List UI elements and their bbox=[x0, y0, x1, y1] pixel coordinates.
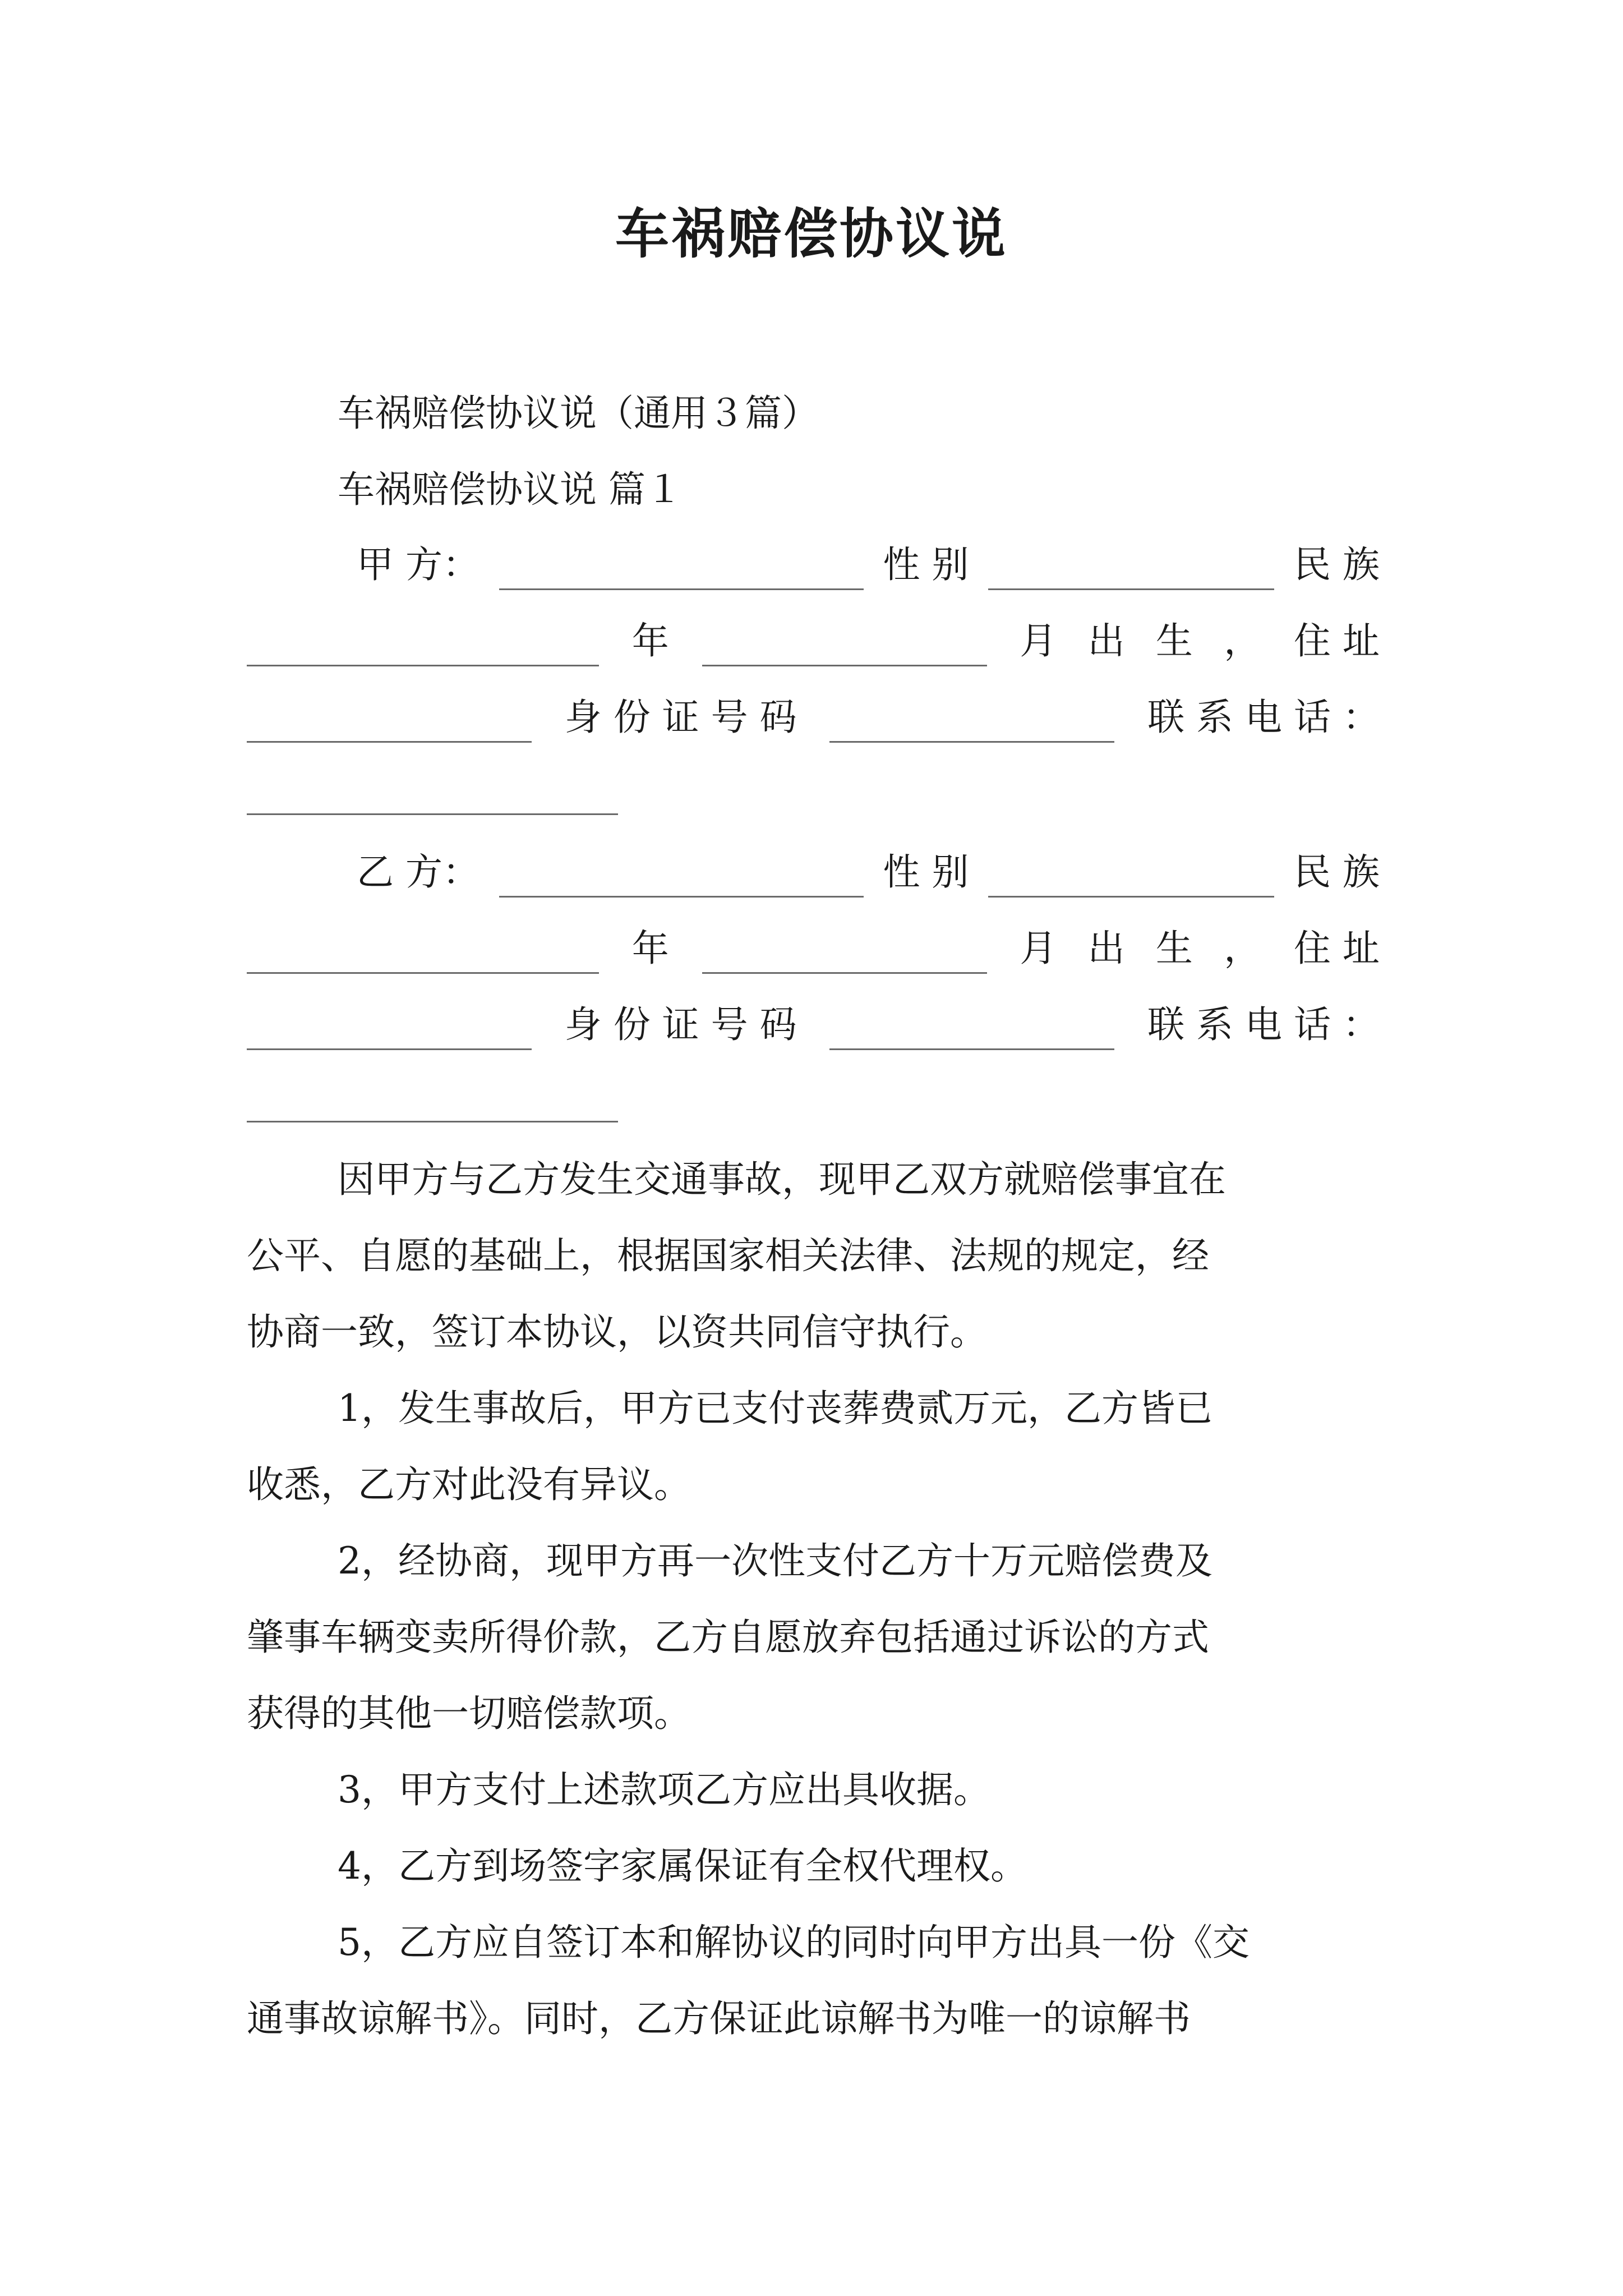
clause-5-line-1: 5，乙方应自签订本和解协议的同时向甲方出具一份《交 bbox=[338, 1921, 1249, 1964]
party-a-row-1 bbox=[357, 540, 1380, 590]
party-b-year-field[interactable] bbox=[702, 923, 987, 974]
party-b-id-field[interactable] bbox=[829, 1000, 1114, 1050]
party-b-address-field[interactable] bbox=[247, 1000, 532, 1050]
party-a-id-label: 身 份 证 号 码 bbox=[564, 696, 797, 739]
party-b-id-label: 身 份 证 号 码 bbox=[564, 1003, 797, 1046]
party-a-name-label: 甲 方： bbox=[357, 543, 479, 586]
party-b-ethnicity-label: 民 族 bbox=[1293, 850, 1380, 894]
party-b-phone-label: 联 系 电 话 ： bbox=[1147, 1003, 1380, 1046]
party-b-ethnicity-field[interactable] bbox=[247, 923, 599, 974]
clause-2-line-3: 获得的其他一切赔偿款项。 bbox=[247, 1692, 691, 1735]
party-b-row-3 bbox=[247, 1000, 1380, 1050]
party-a-address-field[interactable] bbox=[247, 692, 532, 743]
document-subtitle: 车祸赔偿协议说（通用３篇） bbox=[338, 392, 819, 435]
document-title: 车祸赔偿协议说 bbox=[615, 202, 1008, 265]
party-b-row-2 bbox=[247, 923, 1380, 974]
party-a-phone-field[interactable] bbox=[247, 813, 618, 815]
party-a-gender-label: 性 别 bbox=[883, 543, 969, 586]
party-a-year-label: 年 bbox=[631, 619, 669, 662]
party-b-gender-label: 性 别 bbox=[883, 850, 969, 894]
party-a-name-field[interactable] bbox=[499, 540, 864, 590]
intro-line-2: 公平、自愿的基础上，根据国家相关法律、法规的规定，经 bbox=[247, 1234, 1209, 1277]
party-a-id-field[interactable] bbox=[829, 692, 1114, 743]
party-b-address-label: 住 址 bbox=[1294, 927, 1380, 970]
party-a-birth-label: 月 出 生 ， bbox=[1020, 619, 1261, 662]
intro-line-3: 协商一致，签订本协议，以资共同信守执行。 bbox=[247, 1310, 987, 1354]
party-b-name-label: 乙 方： bbox=[357, 850, 479, 894]
party-a-gender-field[interactable] bbox=[988, 540, 1274, 590]
party-a-ethnicity-label: 民 族 bbox=[1293, 543, 1380, 586]
clause-1-line-1: 1，发生事故后，甲方已支付丧葬费贰万元，乙方皆已 bbox=[338, 1387, 1212, 1430]
party-b-name-field[interactable] bbox=[499, 847, 864, 898]
section-heading: 车祸赔偿协议说 篇１ bbox=[338, 468, 683, 511]
party-a-phone-label: 联 系 电 话 ： bbox=[1147, 696, 1380, 739]
party-a-row-2 bbox=[247, 616, 1380, 666]
clause-3: 3，甲方支付上述款项乙方应出具收据。 bbox=[338, 1768, 990, 1811]
clause-5-line-2: 通事故谅解书》。同时，乙方保证此谅解书为唯一的谅解书 bbox=[247, 1997, 1191, 2040]
clause-1-line-2: 收悉，乙方对此没有异议。 bbox=[247, 1463, 691, 1506]
party-a-ethnicity-field[interactable] bbox=[247, 616, 599, 666]
party-b-year-label: 年 bbox=[631, 927, 669, 970]
clause-2-line-1: 2，经协商，现甲方再一次性支付乙方十万元赔偿费及 bbox=[338, 1539, 1212, 1582]
party-b-birth-label: 月 出 生 ， bbox=[1020, 927, 1261, 970]
party-a-address-label: 住 址 bbox=[1294, 619, 1380, 662]
clause-4: 4，乙方到场签字家属保证有全权代理权。 bbox=[338, 1844, 1027, 1888]
party-b-row-1 bbox=[357, 847, 1380, 898]
party-a-year-field[interactable] bbox=[702, 616, 987, 666]
party-b-phone-field[interactable] bbox=[247, 1121, 618, 1122]
clause-2-line-2: 肇事车辆变卖所得价款，乙方自愿放弃包括通过诉讼的方式 bbox=[247, 1616, 1209, 1659]
party-b-gender-field[interactable] bbox=[988, 847, 1274, 898]
intro-line-1: 因甲方与乙方发生交通事故，现甲乙双方就赔偿事宜在 bbox=[338, 1158, 1226, 1201]
party-a-row-3 bbox=[247, 692, 1380, 743]
